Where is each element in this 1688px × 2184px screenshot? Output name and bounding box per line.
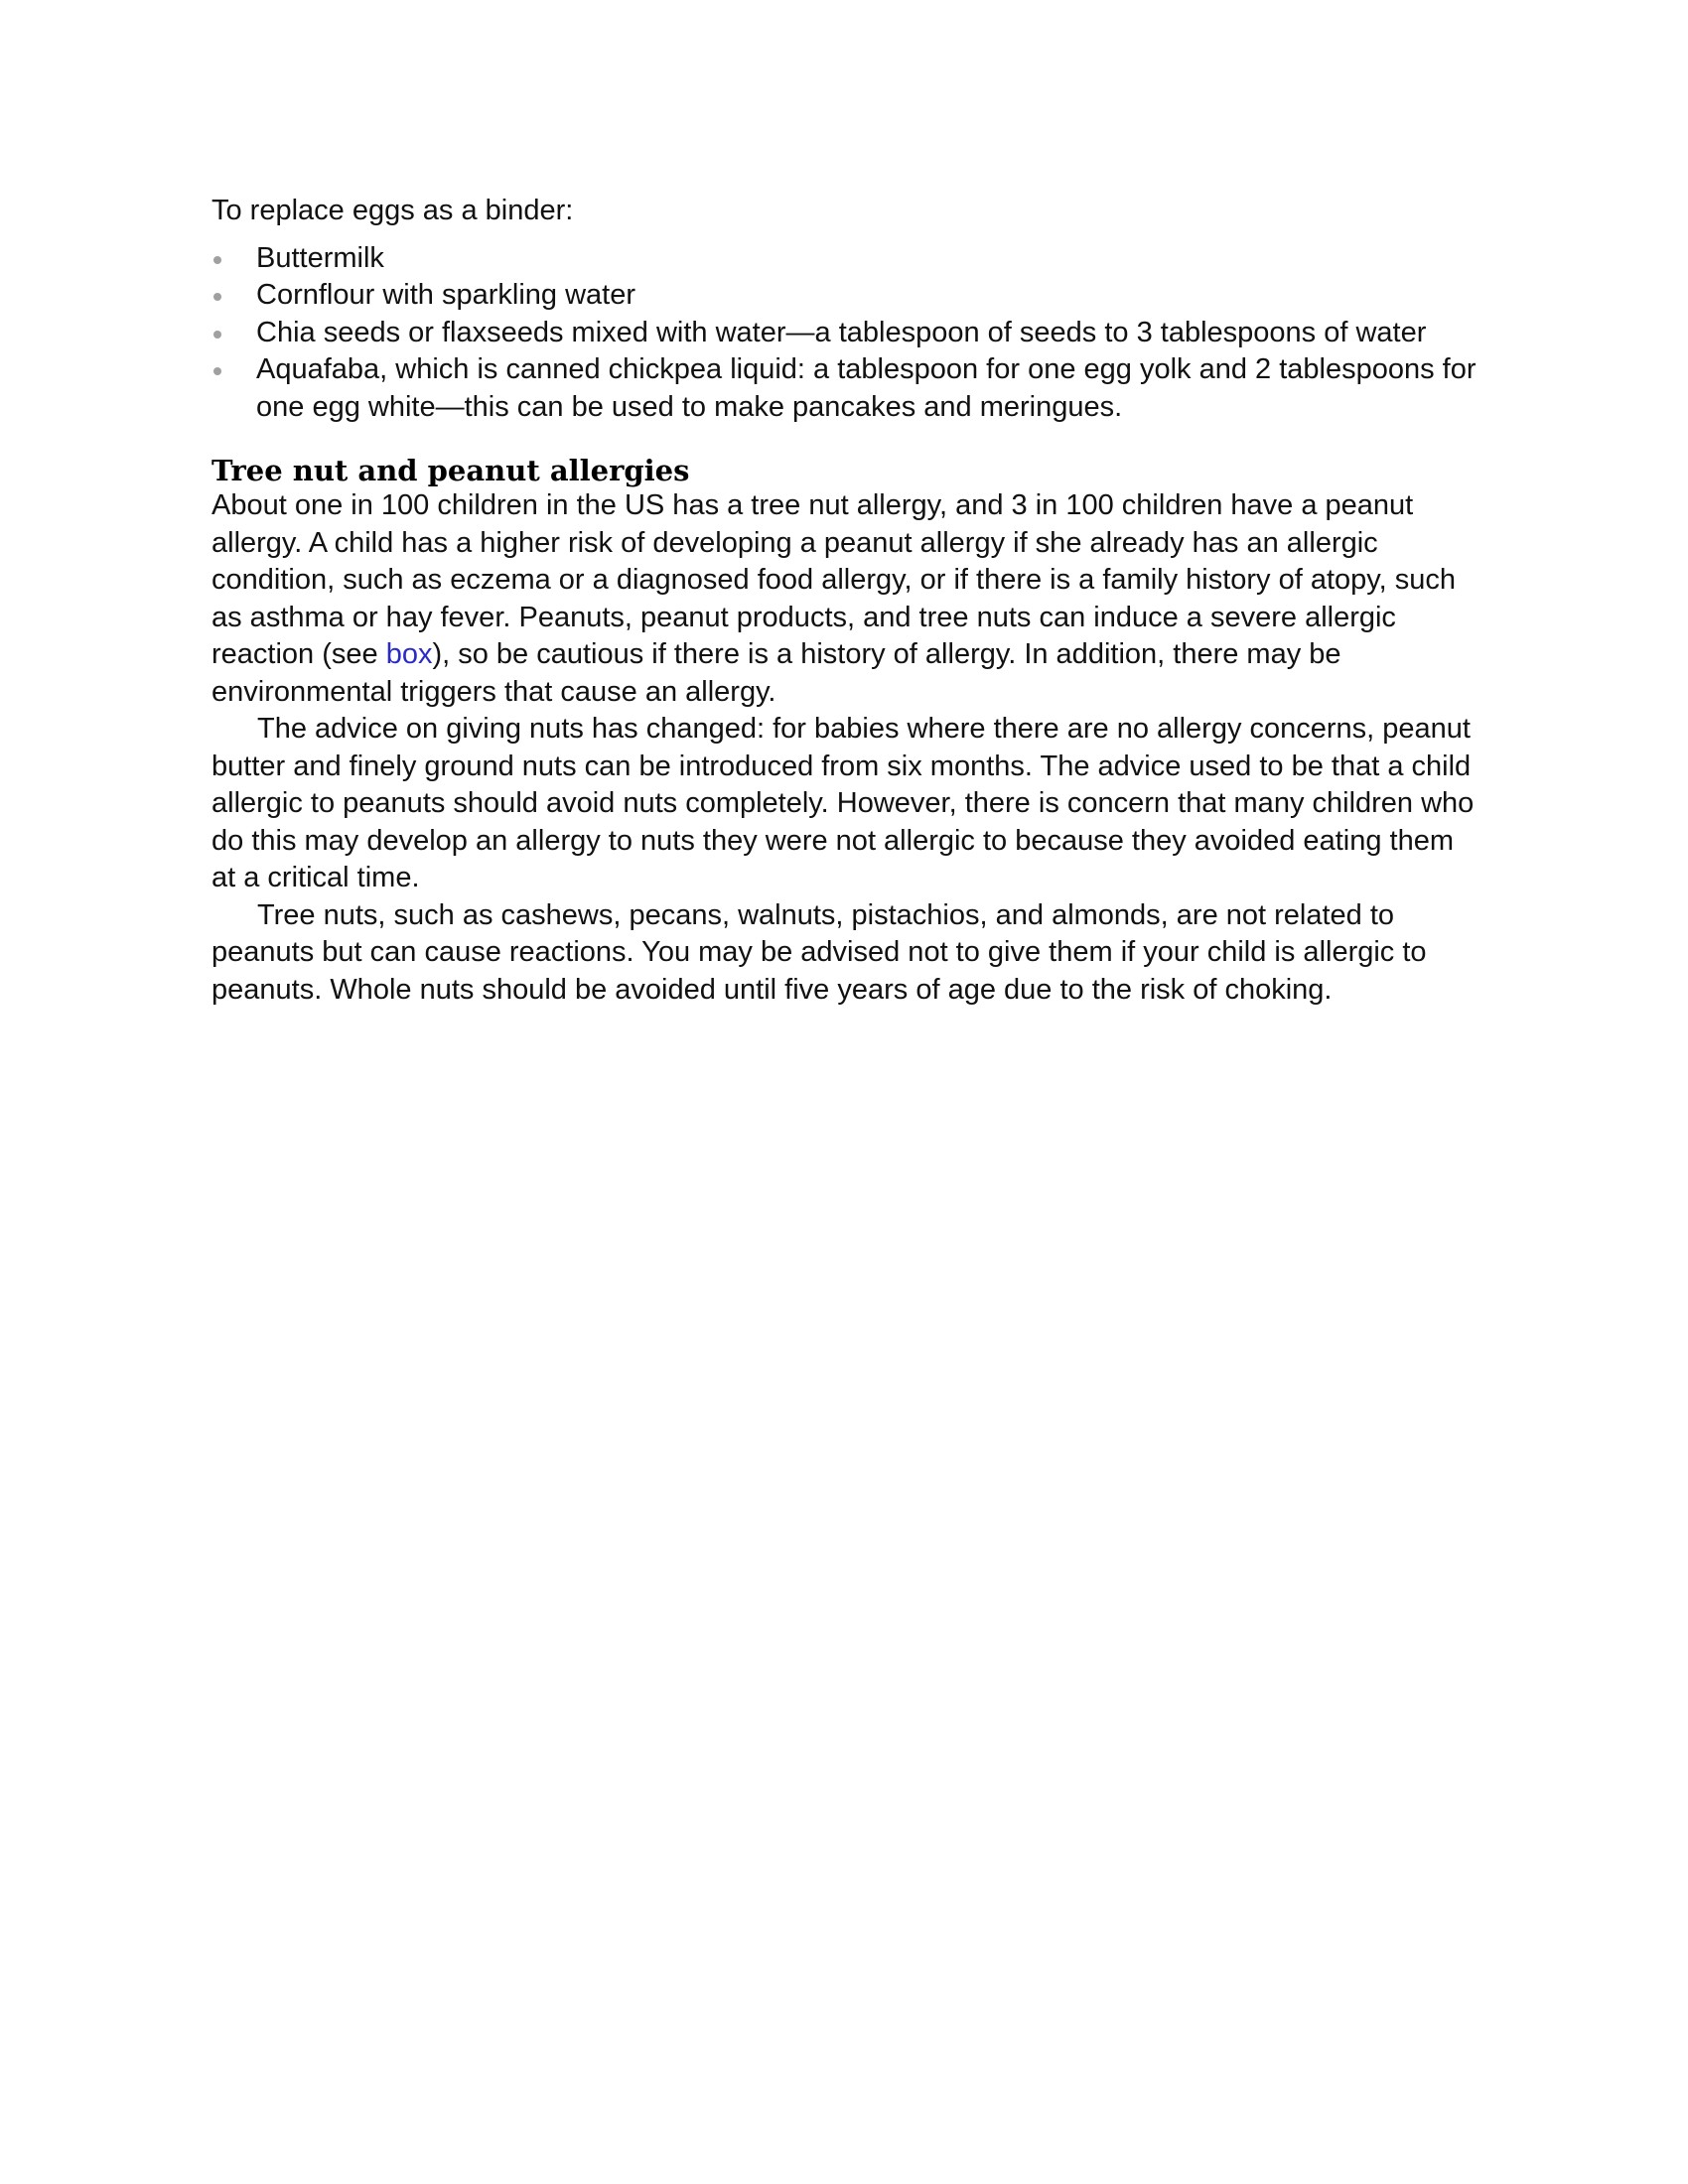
box-link[interactable]: box (385, 638, 433, 670)
paragraph-text: ), so be cautious if there is a history of allergy. In addition, there may be environmental triggers that cause an allergy. (211, 638, 1341, 708)
paragraph-tree-nuts: Tree nuts, such as cashews, pecans, walnuts, pistachios, and almonds, are not related to peanuts but can cause reactions. You may be advised not to give them if your child is allergic to peanuts. Whole nuts should be avoided until five years of age due to the risk of choking. (211, 898, 1427, 1006)
egg-replacement-list (211, 240, 1482, 427)
list-item (211, 277, 1482, 315)
list-item-text: Chia seeds or flaxseeds mixed with water—a tablespoon of seeds to 3 tablespoons of water (256, 316, 1427, 348)
bullet-icon (213, 367, 221, 375)
paragraph-allergy-prevalence (211, 487, 1482, 711)
section-heading: Tree nut and peanut allergies (211, 454, 690, 487)
paragraph-text: About one in 100 children in the US has a tree nut allergy, and 3 in 100 children have a peanut allergy. A child has a higher risk of developing a peanut allergy if she already has an allergic condition, such as eczema or a diagnosed food allergy, or if there is a family history of atopy, such as asthma or hay fever. Peanuts, peanut products, and tree nuts can induce a severe allergic reaction (see (211, 489, 1457, 670)
intro-text: To replace eggs as a binder: (211, 195, 574, 226)
bullet-icon (213, 256, 221, 264)
bullet-icon (213, 331, 221, 339)
list-item (211, 351, 1482, 426)
list-item-text: Buttermilk (256, 241, 384, 274)
bullet-icon (213, 293, 221, 301)
list-item-text: Aquafaba, which is canned chickpea liquid: a tablespoon for one egg yolk and 2 tablespoons for one egg white—this can be used to make pancakes and meringues. (256, 353, 1477, 423)
list-item (211, 315, 1482, 352)
list-item (211, 240, 1482, 278)
paragraph-nut-advice: The advice on giving nuts has changed: for babies where there are no allergy concerns, peanut butter and finely ground nuts can be introduced from six months. The advice used to be that a child allergic to peanuts should avoid nuts completely. However, there is concern that many children who do this may develop an allergy to nuts they were not allergic to because they avoided eating them at a critical time. (211, 713, 1475, 893)
list-item-text: Cornflour with sparkling water (256, 279, 635, 311)
document-page (211, 193, 1482, 1009)
